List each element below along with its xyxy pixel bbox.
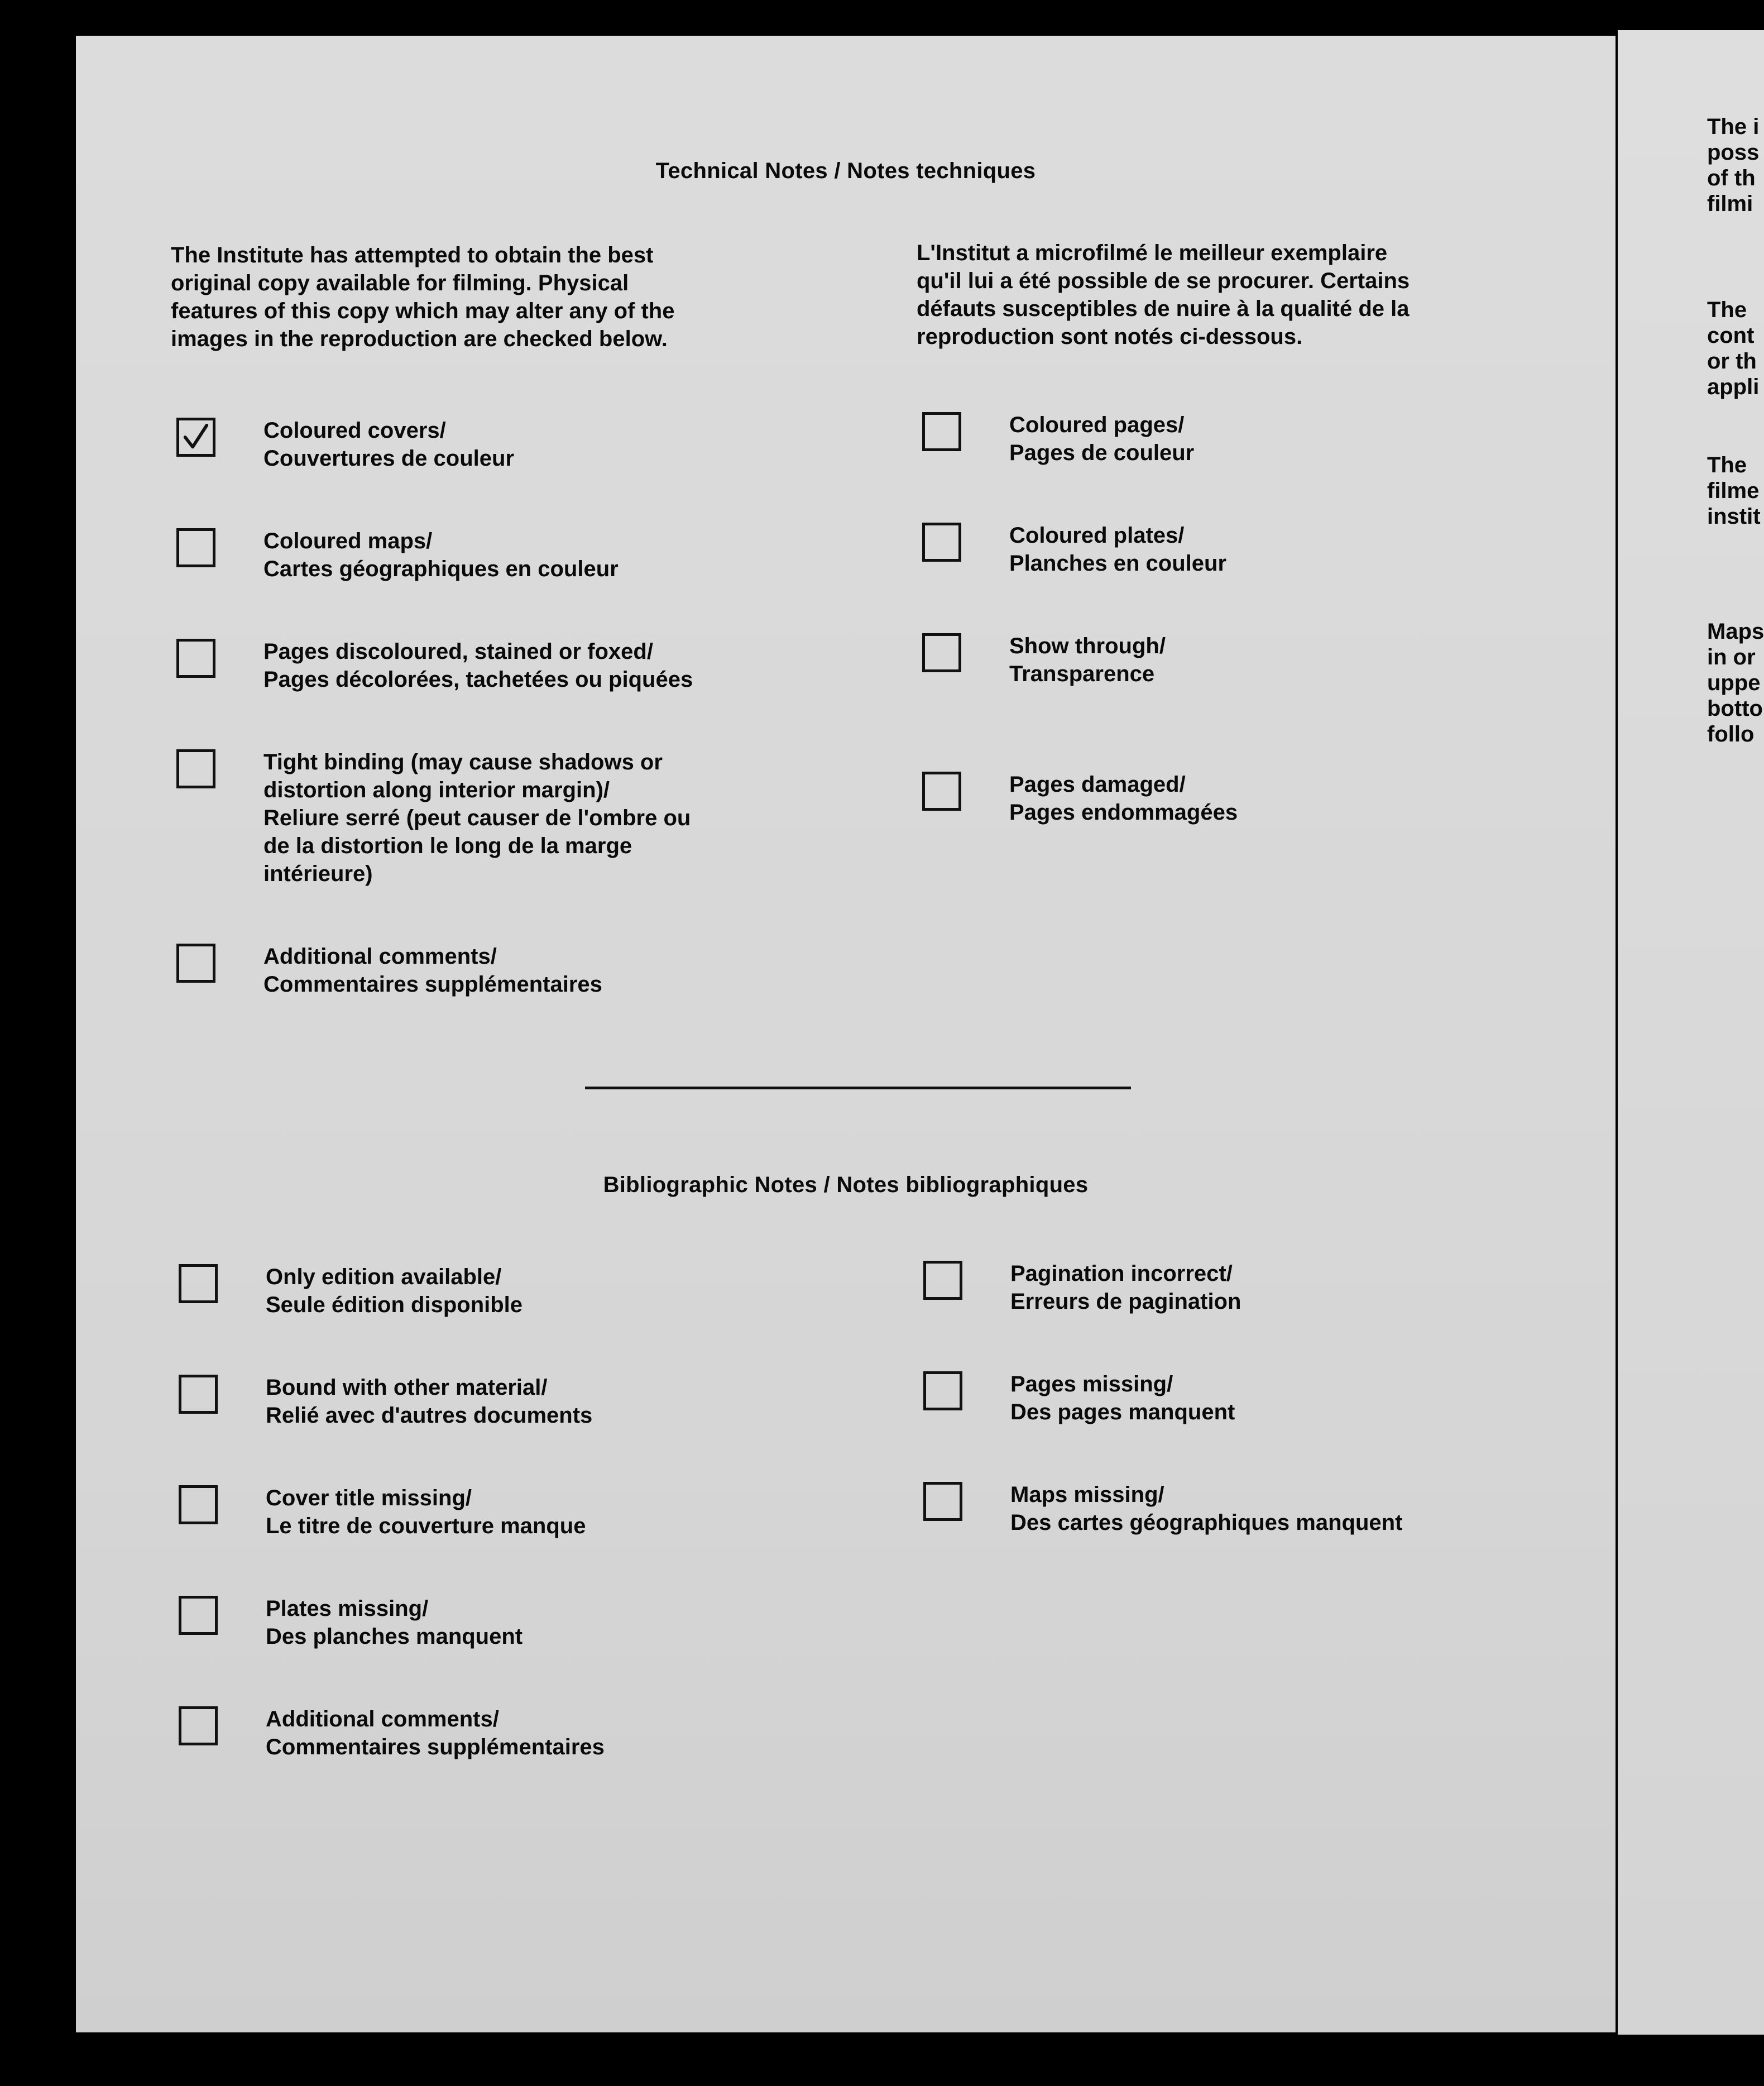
checkbox[interactable] bbox=[179, 1706, 218, 1745]
section-divider bbox=[585, 1087, 1131, 1089]
checklist-label: Additional comments/ Commentaires supplémentaires bbox=[266, 1707, 605, 1759]
checklist-item-coloured-plates[interactable] bbox=[922, 522, 1226, 577]
checklist-item-pages-missing[interactable] bbox=[923, 1370, 1235, 1426]
checklist-label: Coloured maps/ Cartes géographiques en couleur bbox=[263, 529, 619, 581]
checklist-item-maps-missing[interactable] bbox=[923, 1481, 1402, 1537]
checkbox[interactable] bbox=[176, 418, 215, 457]
checklist-item-only-edition[interactable] bbox=[179, 1263, 523, 1319]
checklist-label: Coloured pages/ Pages de couleur bbox=[1009, 413, 1195, 465]
checkbox[interactable] bbox=[922, 523, 961, 562]
checklist-item-pages-discoloured[interactable] bbox=[176, 638, 693, 693]
checklist-label: Pagination incorrect/ Erreurs de pagination bbox=[1010, 1261, 1241, 1314]
checkbox[interactable] bbox=[179, 1375, 218, 1414]
checklist-label: Pages discoloured, stained or foxed/ Pages décolorées, tachetées ou piquées bbox=[263, 639, 693, 692]
checkbox[interactable] bbox=[922, 633, 961, 672]
technical-notes-heading: Technical Notes / Notes techniques bbox=[655, 159, 1036, 183]
technical-intro-french: L'Institut a microfilmé le meilleur exemplaire qu'il lui a été possible de se procurer. Certains défauts susceptibles de nuire à la qualité de la reproduction sont notés ci-dessous. bbox=[917, 241, 1410, 349]
checklist-item-pagination-incorrect[interactable] bbox=[923, 1260, 1241, 1315]
checklist-item-additional-comments[interactable] bbox=[176, 942, 602, 998]
checklist-label: Show through/ Transparence bbox=[1009, 634, 1166, 686]
checklist-label: Only edition available/ Seule édition disponible bbox=[266, 1265, 523, 1317]
checklist-label: Coloured plates/ Planches en couleur bbox=[1009, 523, 1227, 576]
checklist-item-coloured-maps[interactable] bbox=[176, 527, 619, 583]
fragment-text-2: The cont or th appli bbox=[1707, 298, 1760, 399]
fragment-text-1: The i poss of th filmi bbox=[1707, 114, 1760, 216]
checklist-label: Plates missing/ Des planches manquent bbox=[266, 1596, 523, 1649]
checklist-label: Pages missing/ Des pages manquent bbox=[1010, 1372, 1235, 1424]
checkbox[interactable] bbox=[176, 639, 215, 678]
checkbox[interactable] bbox=[923, 1371, 962, 1410]
checklist-item-tight-binding[interactable] bbox=[176, 748, 691, 888]
checklist-label: Bound with other material/ Relié avec d'autres documents bbox=[266, 1375, 593, 1428]
checklist-item-bib-additional-comments[interactable] bbox=[179, 1705, 605, 1761]
checkbox[interactable] bbox=[179, 1485, 218, 1524]
technical-intro-english: The Institute has attempted to obtain the best original copy available for filming. Physical features of this copy which may alter any of the images in the reproduction are checked below. bbox=[171, 243, 675, 351]
checklist-item-bound-with[interactable] bbox=[179, 1374, 592, 1429]
checkbox[interactable] bbox=[176, 528, 215, 567]
checklist-item-cover-title-missing[interactable] bbox=[179, 1484, 586, 1540]
checklist-label: Tight binding (may cause shadows or distortion along interior margin)/ Reliure serré (peut causer de l'ombre ou de la distortion le long de la marge intérieure) bbox=[263, 750, 691, 886]
checklist-item-coloured-covers[interactable] bbox=[176, 417, 514, 472]
checkbox[interactable] bbox=[922, 412, 961, 451]
checkbox[interactable] bbox=[176, 944, 215, 983]
checklist-item-coloured-pages[interactable] bbox=[922, 411, 1194, 467]
fragment-text-4: Maps in or uppe botto follo bbox=[1707, 619, 1764, 747]
checklist-label: Pages damaged/ Pages endommagées bbox=[1009, 772, 1238, 825]
checkbox[interactable] bbox=[923, 1482, 962, 1521]
checklist-item-plates-missing[interactable] bbox=[179, 1595, 523, 1650]
checkbox[interactable] bbox=[179, 1596, 218, 1635]
bibliographic-notes-heading: Bibliographic Notes / Notes bibliographiques bbox=[603, 1173, 1089, 1197]
checkbox[interactable] bbox=[923, 1261, 962, 1300]
checkbox[interactable] bbox=[922, 772, 961, 811]
checklist-item-pages-damaged[interactable] bbox=[922, 771, 1238, 826]
checklist-label: Maps missing/ Des cartes géographiques manquent bbox=[1010, 1482, 1403, 1535]
filming-notes-page bbox=[76, 36, 1616, 2032]
checkmark-icon bbox=[180, 421, 212, 453]
checklist-item-show-through[interactable] bbox=[922, 632, 1166, 688]
checklist-label: Cover title missing/ Le titre de couverture manque bbox=[266, 1486, 586, 1538]
checkbox[interactable] bbox=[176, 749, 215, 788]
checklist-label: Additional comments/ Commentaires supplémentaires bbox=[263, 944, 602, 997]
checkbox[interactable] bbox=[179, 1264, 218, 1303]
fragment-text-3: The filme instit bbox=[1707, 453, 1761, 529]
adjacent-page-fragment bbox=[1618, 30, 1764, 2035]
checklist-label: Coloured covers/ Couvertures de couleur bbox=[263, 418, 515, 471]
